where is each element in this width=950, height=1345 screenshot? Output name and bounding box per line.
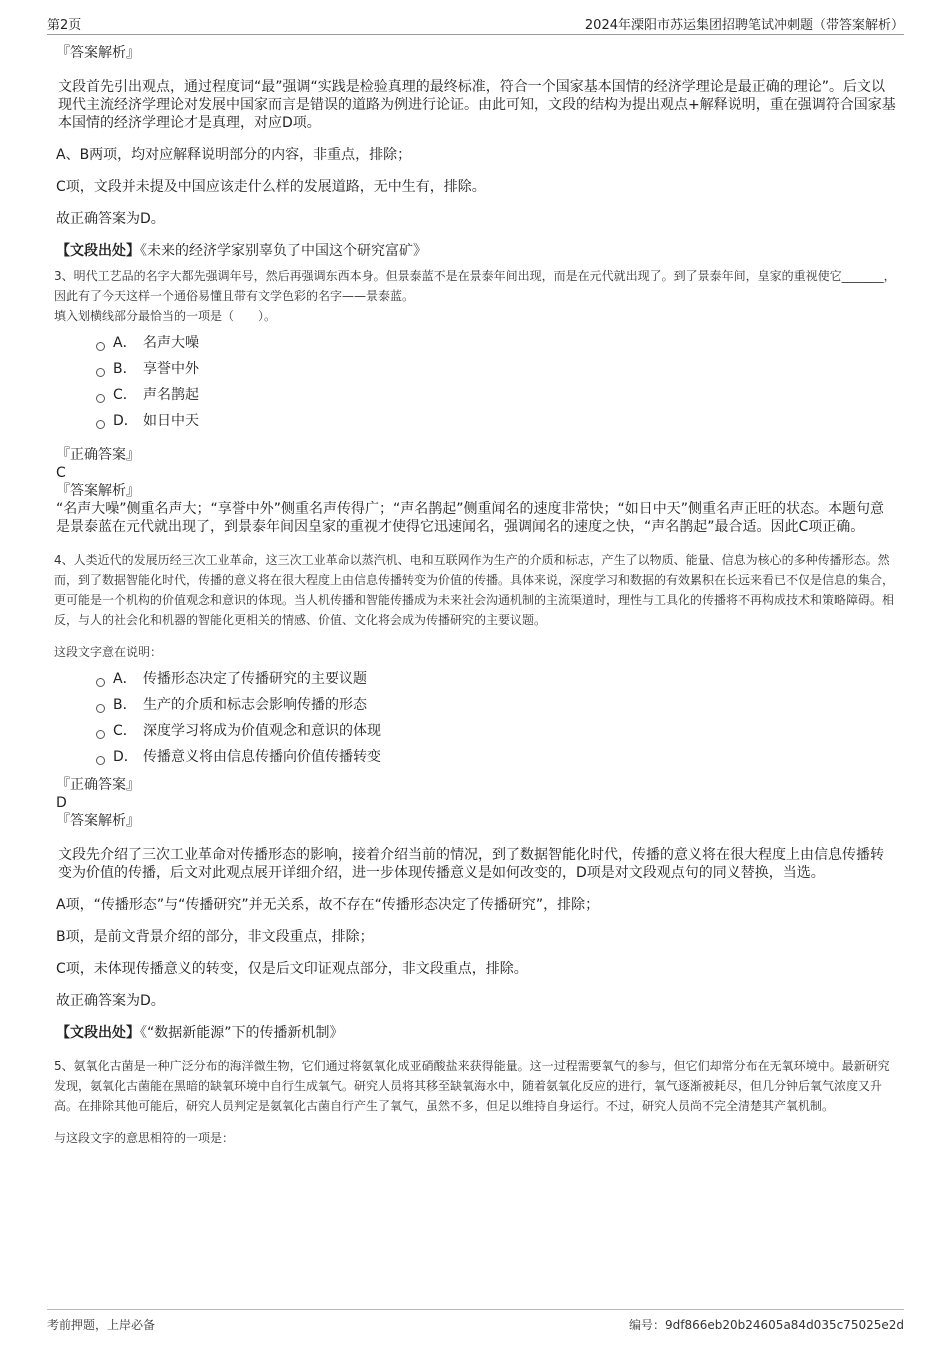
q4-option-c-explanation: C项，未体现传播意义的转变，仅是后文印证观点部分，非文段重点，排除。 (56, 961, 528, 977)
page-header (47, 14, 904, 35)
q4-analysis-label: 『答案解析』 (56, 813, 140, 829)
q2-analysis-label: 『答案解析』 (56, 45, 140, 61)
q4-option-b-explanation: B项，是前文背景介绍的部分，非文段重点，排除； (56, 929, 374, 945)
q4-options (96, 666, 896, 770)
q4-source (56, 1024, 896, 1042)
q3-correct-answer: C (56, 465, 66, 481)
q4-analysis-text: 文段先介绍了三次工业革命对传播形态的影响，接着介绍当前的情况，到了数据智能化时代，传播的意义将在很大程度上由信息传播转变为价值的传播，后文对此观点展开详细介绍，进一步体现传播意义是如何改变的，D项是对文段观点句的同义替换，当选。 (58, 847, 884, 881)
q3-option-d[interactable]: D． 如日中天 (96, 408, 896, 434)
q4-option-a-explanation: A项，“传播形态”与“传播研究”并无关系，故不存在“传播形态决定了传播研究”，排除； (56, 897, 600, 913)
q2-analysis-text: 文段首先引出观点，通过程度词“最”强调“实践是检验真理的最终标准，符合一个国家基本国情的经济学理论是最正确的理论”。后文以现代主流经济学理论对发展中国家而言是错误的道路为例进行论证。由此可知，文段的结构为提出观点+解释说明，重在强调符合国家基本国情的经济学理论才是真理，对应D项。 (58, 79, 896, 131)
footer-code: 编号：9df866eb20b24605a84d035c75025e2d (628, 1318, 904, 1332)
q4-source-title: 《“数据新能源”下的传播新机制》 (140, 1025, 344, 1041)
radio-icon[interactable] (96, 420, 105, 429)
q3-prompt: 填入划横线部分最恰当的一项是（ ）。 (54, 309, 277, 323)
radio-icon[interactable] (96, 756, 105, 765)
q3-correct-label: 『正确答案』 (56, 447, 140, 463)
q4-option-a[interactable]: A． 传播形态决定了传播研究的主要议题 (96, 666, 896, 692)
q4-option-c[interactable]: C． 深度学习将成为价值观念和意识的体现 (96, 718, 896, 744)
q2-conclusion: 故正确答案为D。 (56, 211, 165, 227)
q2-source-title: 《未来的经济学家别辜负了中国这个研究富矿》 (140, 243, 427, 259)
q2-option-ab-explanation: A、B两项，均对应解释说明部分的内容，非重点，排除； (56, 147, 412, 163)
q3-option-c[interactable]: C． 声名鹊起 (96, 382, 896, 408)
footer-slogan: 考前押题，上岸必备 (47, 1318, 156, 1332)
q2-source (56, 242, 896, 260)
document-body (56, 44, 896, 1148)
q3-stem: 3、明代工艺品的名字大都先强调年号，然后再强调东西本身。但景泰蓝不是在景泰年间出现，而是在元代就出现了。到了景泰年间，皇家的重视使它_______，因此有了今天这样一个通俗易懂且带有文学色彩的名字——景泰蓝。 (54, 269, 896, 303)
q4-option-d[interactable]: D． 传播意义将由信息传播向价值传播转变 (96, 744, 896, 770)
radio-icon[interactable] (96, 368, 105, 377)
q3-option-a[interactable]: A． 名声大噪 (96, 330, 896, 356)
document-title: 2024年溧阳市苏运集团招聘笔试冲刺题（带答案解析） (584, 18, 904, 33)
radio-icon[interactable] (96, 342, 105, 351)
q5-prompt: 与这段文字的意思相符的一项是： (54, 1131, 235, 1145)
q4-prompt: 这段文字意在说明： (54, 645, 163, 659)
radio-icon[interactable] (96, 704, 105, 713)
radio-icon[interactable] (96, 730, 105, 739)
q3-analysis-label: 『答案解析』 (56, 483, 140, 499)
q3-options (96, 330, 896, 434)
q4-correct-answer: D (56, 795, 67, 811)
page-footer (47, 1309, 904, 1336)
radio-icon[interactable] (96, 394, 105, 403)
q4-correct-label: 『正确答案』 (56, 777, 140, 793)
q4-source-label: 【文段出处】 (56, 1025, 140, 1041)
q5-stem: 5、氨氧化古菌是一种广泛分布的海洋微生物，它们通过将氨氧化成亚硝酸盐来获得能量。这一过程需要氧气的参与，但它们却常分布在无氧环境中。最新研究发现，氨氧化古菌能在黑暗的缺氧环境中自行生成氧气。研究人员将其移至缺氧海水中，随着氨氧化反应的进行，氧气逐渐被耗尽，但几分钟后氧气浓度又升高。在排除其他可能后，研究人员判定是氨氧化古菌自行产生了氧气，虽然不多，但足以维持自身运行。不过，研究人员尚不完全清楚其产氧机制。 (54, 1059, 890, 1113)
q4-conclusion: 故正确答案为D。 (56, 993, 165, 1009)
q2-source-label: 【文段出处】 (56, 243, 140, 259)
q3-option-b[interactable]: B． 享誉中外 (96, 356, 896, 382)
q4-stem: 4、人类近代的发展历经三次工业革命，这三次工业革命以蒸汽机、电和互联网作为生产的介质和标志，产生了以物质、能量、信息为核心的多种传播形态。然而，到了数据智能化时代，传播的意义将在很大程度上由信息传播转变为价值的传播。具体来说，深度学习和数据的有效累积在长远来看已不仅是信息的集合，更可能是一个机构的价值观念和意识的体现。当人机传播和智能传播成为未来社会沟通机制的主流渠道时，理性与工具化的传播将不再构成技术和策略障碍。相反，与人的社会化和机器的智能化更相关的情感、价值、文化将会成为传播研究的主要议题。 (54, 553, 895, 627)
q2-option-c-explanation: C项，文段并未提及中国应该走什么样的发展道路，无中生有，排除。 (56, 179, 486, 195)
q3-analysis-text: “名声大噪”侧重名声大；“享誉中外”侧重名声传得广；“声名鹊起”侧重闻名的速度非常快；“如日中天”侧重名声正旺的状态。本题句意是景泰蓝在元代就出现了，到景泰年间因皇家的重视才使得它迅速闻名，强调闻名的速度之快，“声名鹊起”最合适。因此C项正确。 (56, 501, 885, 535)
page-number: 第2页 (47, 18, 82, 33)
q4-option-b[interactable]: B． 生产的介质和标志会影响传播的形态 (96, 692, 896, 718)
radio-icon[interactable] (96, 678, 105, 687)
